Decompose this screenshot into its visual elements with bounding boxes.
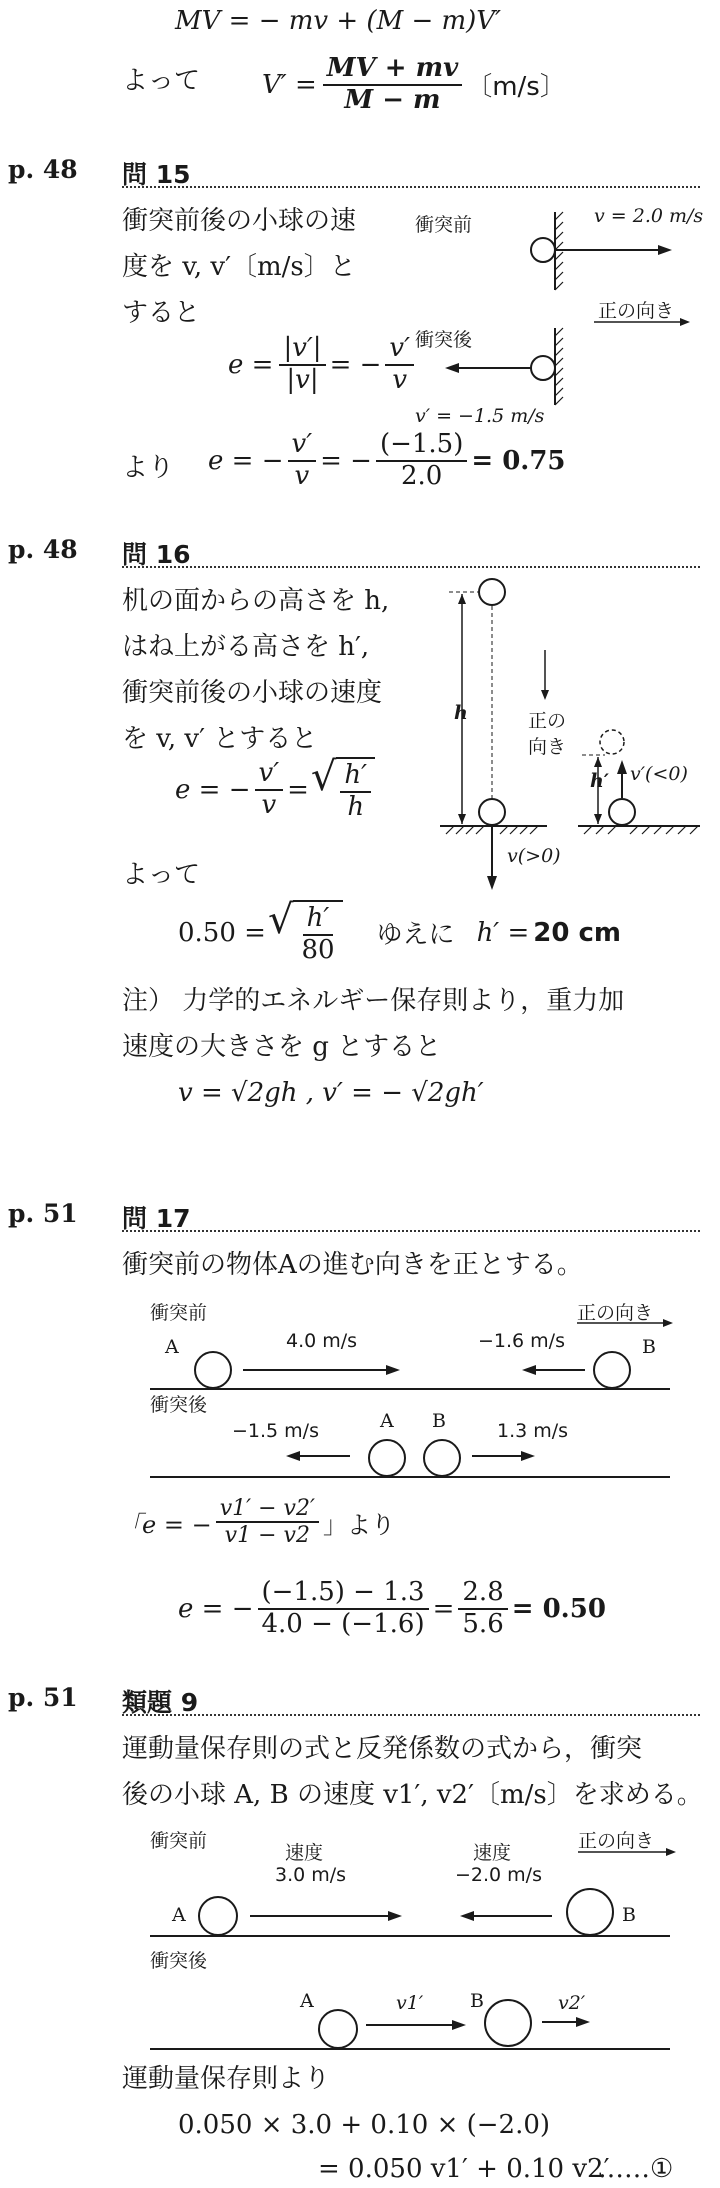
ball-b-label: B bbox=[622, 1904, 636, 1926]
unit-label: 〔m/s〕 bbox=[466, 72, 566, 103]
result-numerator: MV + mv bbox=[323, 54, 462, 86]
question-title: 問 16 bbox=[122, 540, 191, 569]
velocity-label: −2.0 m/s bbox=[455, 1864, 542, 1886]
numerator: (−1.5) − 1.3 bbox=[258, 1578, 429, 1610]
velocity-label: v′(<0) bbox=[630, 763, 688, 785]
numerator: v1′ − v2′ bbox=[216, 1496, 319, 1523]
result-lhs: V′ = bbox=[262, 69, 317, 100]
after-label: 衝突後 bbox=[150, 1394, 208, 1416]
before-label: 衝突前 bbox=[415, 214, 473, 236]
denominator: v bbox=[294, 460, 310, 491]
velocity-label: 1.3 m/s bbox=[497, 1420, 569, 1442]
text-line: 衝突前後の小球の速度 bbox=[122, 678, 383, 708]
therefore-label: よって bbox=[122, 66, 201, 96]
denominator: |v| bbox=[286, 364, 319, 395]
page-number: p. 48 bbox=[8, 535, 78, 564]
numerator: (−1.5) bbox=[376, 430, 467, 462]
numerator: v′ bbox=[385, 334, 414, 366]
yueni-label: ゆえに bbox=[376, 920, 455, 951]
velocity-label: v = 2.0 m/s bbox=[594, 205, 704, 227]
speed-label: 速度 bbox=[285, 1842, 324, 1864]
denominator: h bbox=[347, 791, 365, 822]
text-line: 運動量保存則より bbox=[122, 2064, 331, 2094]
after-label: 衝突後 bbox=[415, 329, 473, 351]
question-title: 類題 9 bbox=[122, 1688, 199, 1717]
text-line: 後の小球 A, B の速度 v1′, v2′〔m/s〕を求める。 bbox=[122, 1780, 703, 1810]
numerator: h′ bbox=[340, 761, 371, 793]
denominator: v bbox=[261, 789, 277, 820]
text-line: 机の面からの高さを h, bbox=[122, 586, 390, 616]
before-label: 衝突前 bbox=[150, 1302, 208, 1324]
calc-lhs: e = − bbox=[178, 1593, 254, 1624]
ball-a-label: A bbox=[172, 1904, 186, 1926]
velocity-label: v′ = −1.5 m/s bbox=[415, 405, 545, 427]
sqrt-sign: √ bbox=[267, 897, 294, 943]
result-value: = 0.75 bbox=[471, 445, 566, 476]
text-line: 運動量保存則の式と反発係数の式から，衝突 bbox=[122, 1734, 643, 1764]
equation-line: = 0.050 v1′ + 0.10 v2′ bbox=[318, 2154, 610, 2184]
question-title: 問 17 bbox=[122, 1204, 191, 1233]
positive-direction-label: 向き bbox=[528, 736, 567, 758]
equation-number: ……① bbox=[598, 2154, 674, 2184]
denominator: 80 bbox=[301, 934, 335, 965]
text-line: を v, v′ とすると bbox=[122, 724, 318, 754]
result-lhs: h′ = bbox=[476, 917, 530, 948]
denominator: 2.0 bbox=[400, 460, 443, 491]
positive-direction-label: 正の向き bbox=[598, 300, 675, 322]
result-value: = 0.50 bbox=[511, 1593, 606, 1624]
height-label: h′ bbox=[590, 770, 609, 792]
note-line: 注） 力学的エネルギー保存則より，重力加 bbox=[122, 986, 625, 1016]
formula-open: 「e = − bbox=[118, 1510, 212, 1539]
denominator: 4.0 − (−1.6) bbox=[261, 1608, 425, 1639]
numerator: 2.8 bbox=[458, 1578, 507, 1610]
numerator: v′ bbox=[288, 430, 317, 462]
positive-direction-label: 正の向き bbox=[577, 1302, 654, 1324]
velocity-label: 4.0 m/s bbox=[286, 1330, 358, 1352]
height-label: h bbox=[454, 702, 468, 724]
denominator: 5.6 bbox=[462, 1608, 504, 1639]
text-line: はね上がる高さを h′, bbox=[122, 632, 370, 662]
formula-close: 」より bbox=[322, 1510, 395, 1539]
speed-label: 速度 bbox=[473, 1842, 512, 1864]
operator: = bbox=[432, 1593, 455, 1624]
result-lhs: e = − bbox=[208, 445, 284, 476]
numerator: |v′| bbox=[279, 334, 325, 366]
formula-lhs: e = − bbox=[175, 774, 251, 805]
result-denominator: M − m bbox=[344, 84, 441, 115]
before-label: 衝突前 bbox=[150, 1830, 208, 1852]
positive-direction-label: 正の向き bbox=[578, 1830, 655, 1852]
page-number: p. 48 bbox=[8, 155, 78, 184]
velocity-label: −1.5 m/s bbox=[232, 1420, 319, 1442]
note-formula: v = √2gh , v′ = − √2gh′ bbox=[178, 1078, 484, 1108]
velocity-label: v1′ bbox=[396, 1992, 424, 2014]
velocity-label: v(>0) bbox=[507, 845, 561, 867]
note-line: 速度の大きさを g とすると bbox=[122, 1032, 442, 1062]
question-title: 問 15 bbox=[122, 160, 191, 189]
numerator: v′ bbox=[255, 759, 284, 791]
ball-b-label: B bbox=[642, 1336, 656, 1358]
sqrt-sign: √ bbox=[310, 754, 337, 800]
yori-label: より bbox=[122, 453, 175, 483]
momentum-equation: MV = − mv + (M − m)V′ bbox=[175, 6, 501, 36]
positive-direction-label: 正の bbox=[528, 710, 567, 732]
operator: = − bbox=[329, 349, 382, 380]
page-number: p. 51 bbox=[8, 1199, 78, 1228]
text-line: 度を v, v′〔m/s〕と bbox=[122, 252, 356, 282]
result-value: 20 cm bbox=[533, 917, 622, 948]
ball-a-label: A bbox=[380, 1410, 394, 1432]
velocity-label: 3.0 m/s bbox=[275, 1864, 347, 1886]
velocity-label: v2′ bbox=[558, 1992, 586, 2014]
formula-lhs: e = bbox=[228, 349, 274, 380]
ball-a-label: A bbox=[165, 1336, 179, 1358]
after-label: 衝突後 bbox=[150, 1950, 208, 1972]
numerator: h′ bbox=[303, 904, 334, 936]
page-number: p. 51 bbox=[8, 1683, 78, 1712]
velocity-label: −1.6 m/s bbox=[478, 1330, 565, 1352]
text-line: 衝突前の物体Aの進む向きを正とする。 bbox=[122, 1250, 583, 1280]
operator: = − bbox=[320, 445, 372, 476]
ball-b-label: B bbox=[432, 1410, 446, 1432]
text-line: 衝突前後の小球の速 bbox=[122, 206, 357, 236]
ball-b-label: B bbox=[470, 1990, 484, 2012]
equation-line: 0.050 × 3.0 + 0.10 × (−2.0) bbox=[178, 2110, 551, 2140]
operator: = bbox=[287, 774, 309, 805]
ball-a-label: A bbox=[300, 1990, 314, 2012]
denominator: v1 − v2 bbox=[224, 1523, 310, 1549]
text-line: すると bbox=[122, 298, 201, 328]
denominator: v bbox=[392, 364, 408, 395]
therefore-label: よって bbox=[122, 860, 201, 890]
calc-lhs: 0.50 = bbox=[178, 917, 266, 948]
